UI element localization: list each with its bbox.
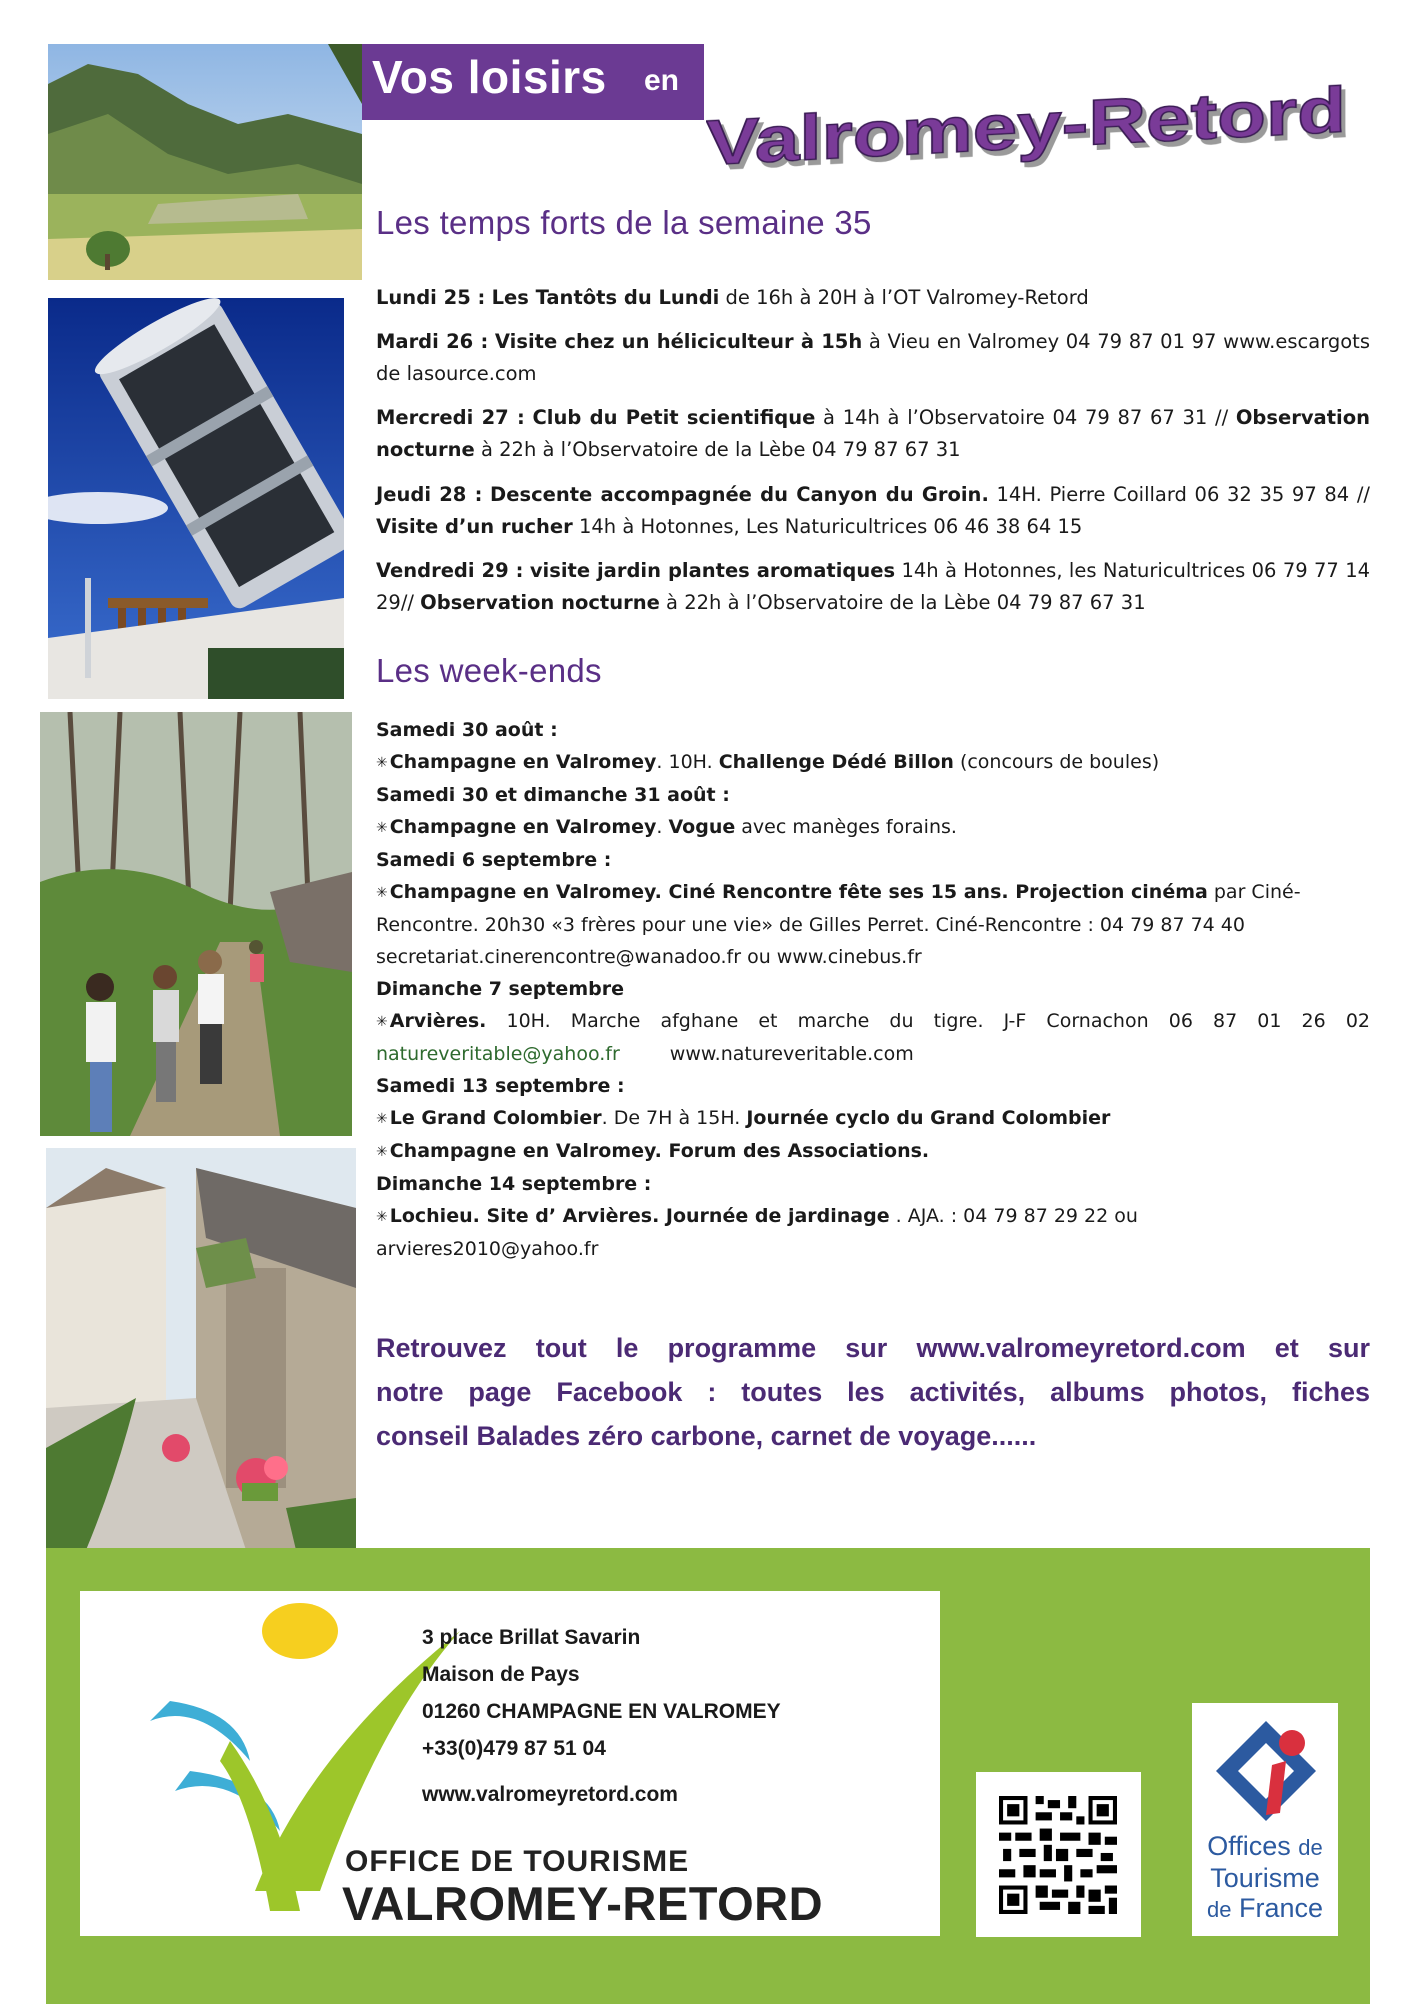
we-samedi-dimanche: Samedi 30 et dimanche 31 août :	[376, 784, 730, 806]
heading-week-ends: Les week-ends	[376, 652, 602, 689]
qr-code-icon	[999, 1796, 1117, 1914]
address-line-1: 3 place Brillat Savarin	[422, 1626, 641, 1649]
lundi-day: Lundi 25 :	[376, 286, 486, 309]
we-tail: avec manèges forains.	[735, 816, 957, 838]
we-tail: (concours de boules)	[953, 751, 1160, 773]
valromey-retord-text: Valromey-Retord	[706, 80, 1219, 179]
title-banner	[362, 44, 704, 120]
we-event: Challenge Dédé Billon	[718, 751, 954, 773]
office-logo-card	[80, 1591, 940, 1936]
event-mercredi	[376, 402, 1370, 466]
event-jeudi	[376, 479, 1370, 543]
mercredi-event: Club du Petit scientifique	[532, 406, 816, 429]
star-icon: ✳	[376, 1209, 388, 1225]
star-icon: ✳	[376, 1014, 388, 1030]
office-de-tourisme-label: OFFICE DE TOURISME	[345, 1845, 690, 1878]
we-time: . 10H.	[656, 751, 719, 773]
jeudi-details: 14H. Pierre Coillard 06 32 35 97 84 //	[988, 483, 1370, 506]
vendredi-day: Vendredi 29 :	[376, 559, 524, 582]
lundi-event: Les Tantôts du Lundi	[491, 286, 720, 309]
we-place: Champagne en Valromey	[389, 816, 657, 838]
we-place: Le Grand Colombier	[389, 1107, 602, 1129]
we-mid: . De 7H à 15H.	[601, 1107, 747, 1129]
otf-france: France	[1238, 1893, 1324, 1923]
star-icon: ✳	[376, 820, 388, 836]
vendredi-event-2: Observation nocturne	[420, 591, 660, 614]
we-dimanche-7: Dimanche 7 septembre	[376, 978, 624, 1000]
we-event: . Site d’ Arvières. Journée de jardinage	[472, 1205, 890, 1227]
star-icon: ✳	[376, 885, 388, 901]
otf-text	[1192, 1831, 1338, 1925]
jeudi-details-2: 14h à Hotonnes, Les Naturicultrices 06 46 38 64 15	[572, 515, 1083, 538]
title-vos-loisirs: Vos loisirs	[372, 51, 607, 103]
otf-de-2: de	[1206, 1897, 1232, 1922]
mercredi-event-2: Observation	[1235, 406, 1370, 429]
mercredi-details-2: à 22h à l’Observatoire de la Lèbe 04 79 87 67 31	[474, 438, 961, 461]
event-lundi	[376, 282, 1370, 314]
we-place: Arvières.	[389, 1010, 487, 1032]
we-samedi-6: Samedi 6 septembre :	[376, 849, 612, 871]
photo-valley	[48, 44, 362, 280]
event-mardi	[376, 326, 1370, 390]
we-mid: .	[656, 816, 669, 838]
title-en: en	[644, 64, 680, 97]
mercredi-details: à 14h à l’Observatoire 04 79 87 67 31 //	[815, 406, 1229, 429]
vendredi-event: visite jardin plantes aromatiques	[529, 559, 896, 582]
natureveritable-email-link[interactable]: natureveritable@yahoo.fr	[376, 1043, 620, 1065]
we-dimanche-14: Dimanche 14 septembre :	[376, 1173, 652, 1195]
arvieres-email: arvieres2010@yahoo.fr	[376, 1238, 599, 1260]
retrouvez-programme	[376, 1326, 1370, 1458]
star-icon: ✳	[376, 1111, 388, 1127]
we-place: Lochieu	[389, 1205, 473, 1227]
we-cine-details: Rencontre. 20h30 «3 frères pour une vie» de Gilles Perret. Ciné-Rencontre : 04 79 87 74 40	[376, 914, 1245, 936]
jeudi-event: Descente accompagnée du Canyon du Groin.	[490, 483, 989, 506]
we-tail: . AJA. : 04 79 87 29 22 ou	[889, 1205, 1138, 1227]
we-place: Champagne en Valromey	[389, 881, 655, 903]
title-valromey-retord	[706, 52, 1356, 182]
address-line-3: 01260 CHAMPAGNE EN VALROMEY	[422, 1700, 781, 1723]
we-place: Champagne en Valromey	[389, 1140, 655, 1162]
retrouvez-line-3: conseil Balades zéro carbone, carnet de voyage......	[376, 1421, 1037, 1451]
mercredi-event-2b: nocturne	[376, 438, 475, 461]
we-event: Journée cyclo du Grand Colombier	[746, 1107, 1111, 1129]
jeudi-event-2: Visite d’un rucher	[376, 515, 573, 538]
we-samedi-13: Samedi 13 septembre :	[376, 1075, 625, 1097]
we-event: . Forum des Associations.	[654, 1140, 930, 1162]
jeudi-day: Jeudi 28 :	[376, 483, 483, 506]
mardi-day: Mardi 26 :	[376, 330, 489, 353]
mardi-details: à Vieu en Valromey 04 79 87 01 97 www.escargots	[862, 330, 1370, 353]
vendredi-details-3: à 22h à l’Observatoire de la Lèbe 04 79 87 67 31	[659, 591, 1146, 614]
we-samedi-30: Samedi 30 août :	[376, 719, 558, 741]
offices-de-tourisme-de-france-logo	[1192, 1703, 1338, 1936]
otf-de: de	[1298, 1835, 1323, 1860]
mercredi-day: Mercredi 27 :	[376, 406, 525, 429]
we-cine-contact: secretariat.cinerencontre@wanadoo.fr ou www.cinebus.fr	[376, 946, 922, 968]
star-icon: ✳	[376, 755, 388, 771]
we-event: . Ciné Rencontre fête ses 15 ans. Projection cinéma	[654, 881, 1208, 903]
office-address	[422, 1619, 781, 1813]
we-place: Champagne en Valromey	[389, 751, 657, 773]
photo-village-street	[46, 1148, 356, 1550]
we-tail: par Ciné-	[1207, 881, 1301, 903]
qr-code[interactable]	[976, 1772, 1141, 1937]
retrouvez-line-1: Retrouvez tout le programme sur www.valromeyretord.com et sur	[376, 1333, 1370, 1363]
otf-offices: Offices	[1207, 1831, 1291, 1861]
we-event: Vogue	[668, 816, 736, 838]
mardi-event: Visite chez un héliciculteur à 15h	[494, 330, 863, 353]
otf-tourisme: Tourisme	[1210, 1863, 1320, 1893]
valromey-retord-label: VALROMEY-RETORD	[342, 1877, 824, 1930]
retrouvez-line-2: notre page Facebook : toutes les activités, albums photos, fiches	[376, 1377, 1370, 1407]
vendredi-details-2: 29//	[376, 591, 421, 614]
vendredi-details: 14h à Hotonnes, les Naturicultrices 06 79 77 14	[895, 559, 1371, 582]
weekends-list	[376, 714, 1370, 1265]
heading-temps-forts: Les temps forts de la semaine 35	[376, 204, 872, 241]
mardi-details-2: de lasource.com	[376, 362, 537, 385]
lundi-details: de 16h à 20H à l’OT Valromey-Retord	[719, 286, 1089, 309]
natureveritable-web-link[interactable]: www.natureveritable.com	[669, 1043, 914, 1065]
address-line-2: Maison de Pays	[422, 1663, 580, 1686]
address-phone: +33(0)479 87 51 04	[422, 1737, 606, 1760]
event-vendredi	[376, 555, 1370, 619]
photo-hikers	[40, 712, 352, 1136]
photo-telescope	[48, 298, 344, 699]
we-tail: 10H. Marche afghane et marche du tigre. J-F Cornachon 06 87 01 26 02	[486, 1010, 1370, 1032]
star-icon: ✳	[376, 1144, 388, 1160]
otf-logo-icon	[1210, 1717, 1322, 1827]
address-website-link[interactable]: www.valromeyretord.com	[422, 1783, 678, 1806]
